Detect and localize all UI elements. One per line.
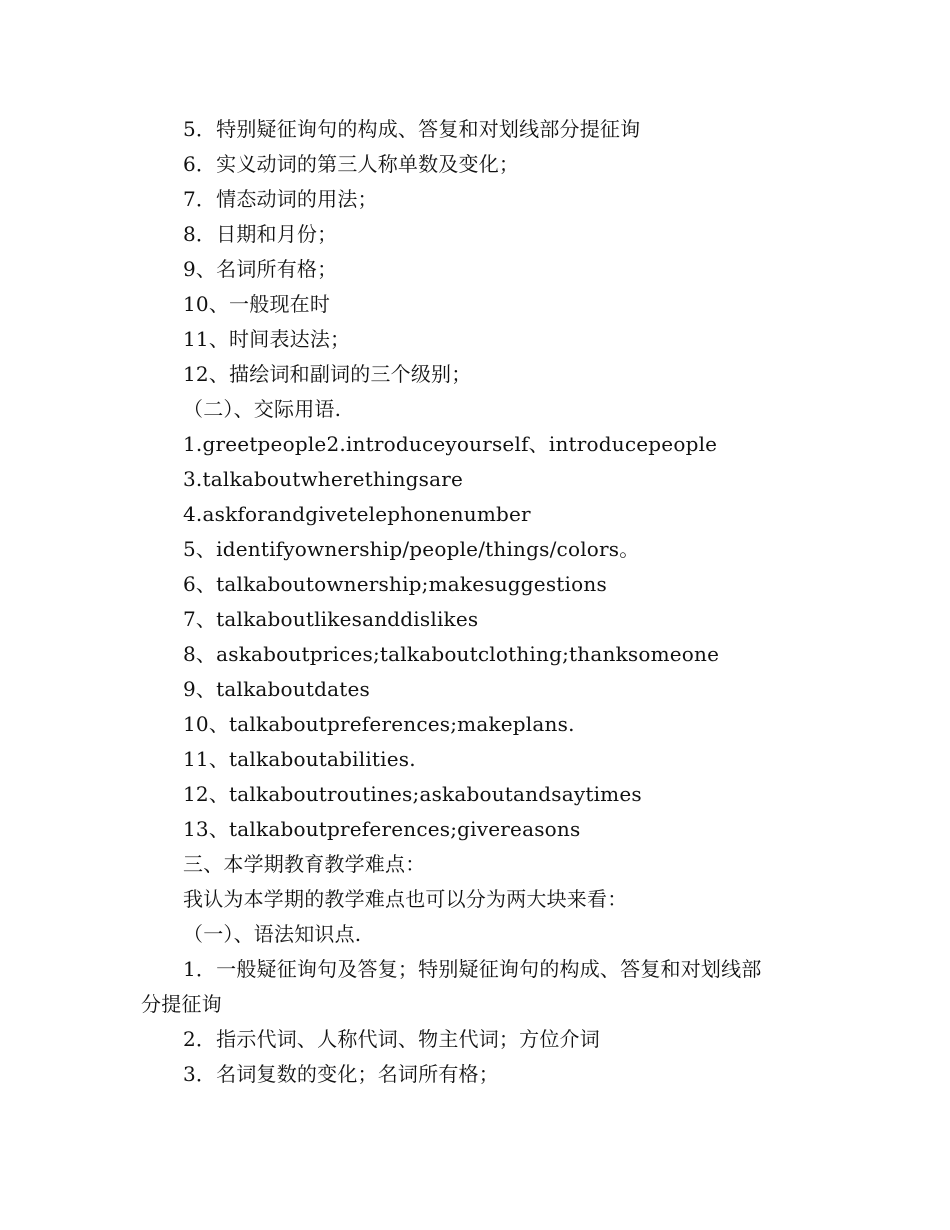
text-line: 6、talkaboutownership;makesuggestions xyxy=(183,572,607,596)
text-line: 9、talkaboutdates xyxy=(183,677,370,701)
text-line: 11、时间表达法； xyxy=(183,327,351,351)
text-line: 1.greetpeople2.introduceyourself、introducepeople xyxy=(183,432,718,456)
text-line: 11、talkaboutabilities. xyxy=(183,747,416,771)
text-line: 12、talkaboutroutines;askaboutandsaytimes xyxy=(183,782,642,806)
text-line: 4.askforandgivetelephonenumber xyxy=(183,502,531,526)
text-line: 13、talkaboutpreferences;givereasons xyxy=(183,817,581,841)
text-line: 5．特别疑征询句的构成、答复和对划线部分提征询 xyxy=(183,117,641,141)
text-line: 2．指示代词、人称代词、物主代词；方位介词 xyxy=(183,1027,600,1051)
text-line: 9、名词所有格； xyxy=(183,257,338,281)
section-heading: （二）、交际用语. xyxy=(183,397,342,421)
text-line: 6．实义动词的第三人称单数及变化； xyxy=(183,152,520,176)
text-line: 7、talkaboutlikesanddislikes xyxy=(183,607,479,631)
text-line: 7．情态动词的用法； xyxy=(183,187,378,211)
text-line: 3．名词复数的变化；名词所有格； xyxy=(183,1062,499,1086)
text-line: 8、askaboutprices;talkaboutclothing;thanksomeone xyxy=(183,642,720,666)
text-line: 10、一般现在时 xyxy=(183,292,331,316)
section-heading: （一）、语法知识点. xyxy=(183,922,362,946)
text-line-continuation: 分提征询 xyxy=(141,992,222,1016)
section-heading: 三、本学期教育教学难点： xyxy=(183,852,426,876)
text-line: 10、talkaboutpreferences;makeplans. xyxy=(183,712,575,736)
text-line: 1．一般疑征询句及答复；特别疑征询句的构成、答复和对划线部 xyxy=(183,957,762,981)
text-line: 5、identifyownership/people/things/colors。 xyxy=(183,537,640,561)
text-line: 8．日期和月份； xyxy=(183,222,338,246)
text-line: 3.talkaboutwherethingsare xyxy=(183,467,464,491)
document-page xyxy=(0,112,950,1092)
text-line: 我认为本学期的教学难点也可以分为两大块来看： xyxy=(183,887,628,911)
text-line: 12、描绘词和副词的三个级别； xyxy=(183,362,472,386)
